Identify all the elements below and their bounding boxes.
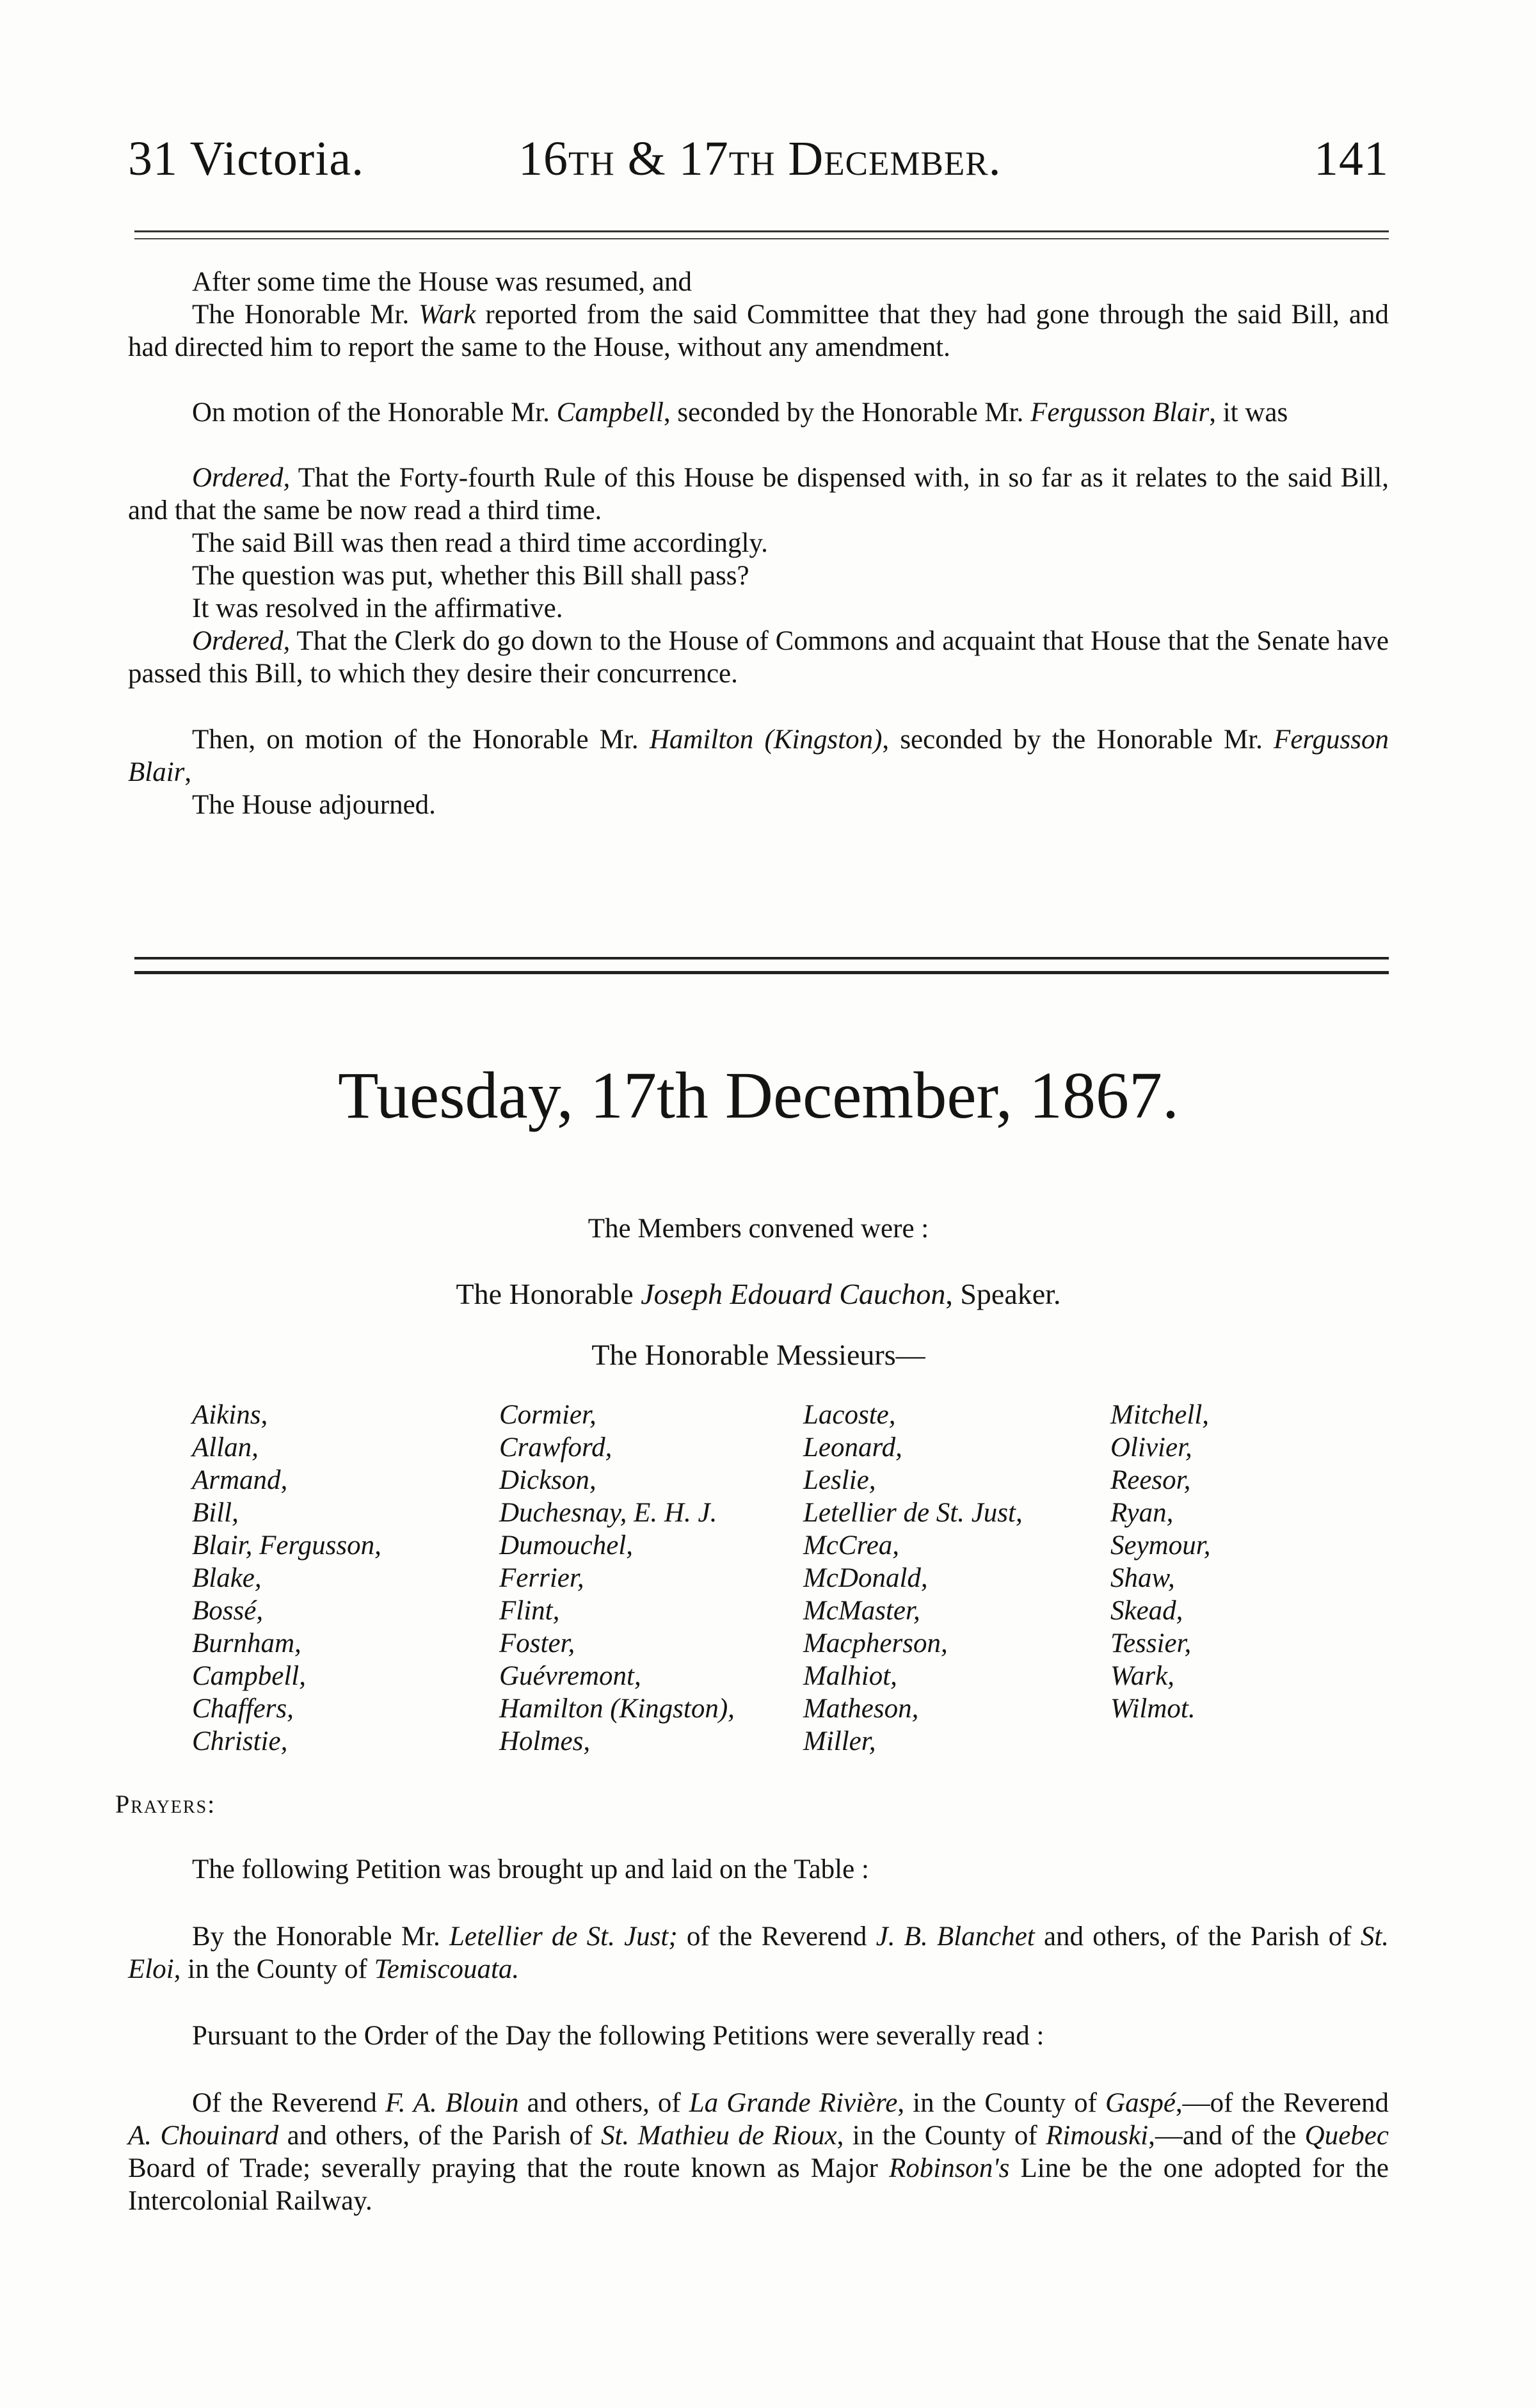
para-text: On motion of the Honorable Mr. — [192, 397, 557, 428]
member-name: Miller, — [803, 1726, 876, 1756]
member-name: Lacoste, — [803, 1400, 896, 1430]
member-name: McMaster, — [803, 1596, 920, 1626]
header-dates-text: 16th & 17th December. — [518, 132, 1002, 186]
para-text: Board of Trade; severally praying that the route known as Major — [128, 2153, 889, 2183]
para-house-resumed: After some time the House was resumed, and — [192, 267, 692, 297]
member-name: Tessier, — [1110, 1628, 1192, 1658]
member-name: Bill, — [192, 1498, 239, 1528]
member-name: Allan, — [192, 1433, 259, 1463]
member-name: Olivier, — [1110, 1433, 1192, 1463]
para-motion — [128, 396, 1389, 429]
para-text: of the Reverend — [677, 1922, 876, 1952]
header-session: 31 Victoria. — [128, 132, 365, 186]
para-text: That the Forty-fourth Rule of this House be dispensed with, in so far as it relates to the said Bill, and that the same be now read a third time. — [128, 463, 1389, 526]
parish-name: St. Mathieu de Rioux — [600, 2121, 837, 2151]
para-text: , in the County of — [836, 2121, 1046, 2151]
person-name: Robinson's — [888, 2153, 1010, 2183]
member-name: Letellier de St. Just; — [449, 1922, 678, 1952]
member-name: Ryan, — [1110, 1498, 1174, 1528]
messieurs-heading: The Honorable Messieurs— — [591, 1338, 925, 1371]
prayers-text: Prayers: — [115, 1790, 216, 1818]
para-text: and others, of — [518, 2088, 689, 2118]
member-name: Bossé, — [192, 1596, 264, 1626]
members-column-2 — [499, 1399, 735, 1758]
para-petitions-read — [128, 2087, 1389, 2217]
ordered-label: Ordered, — [192, 626, 291, 656]
member-name: Letellier de St. Just, — [803, 1498, 1023, 1528]
day-title: Tuesday, 17th December, 1867. — [338, 1059, 1179, 1132]
para-text: Of the Reverend — [192, 2088, 385, 2118]
county-name: Temiscouata. — [374, 1954, 520, 1984]
member-name: Ferrier, — [499, 1563, 584, 1593]
member-name: Wilmot. — [1110, 1694, 1196, 1724]
member-name: Dickson, — [499, 1465, 596, 1495]
para-petition — [128, 1920, 1389, 1986]
member-constituency: (Kingston) — [764, 725, 883, 755]
member-name: Campbell, — [192, 1661, 306, 1691]
member-name: Mitchell, — [1110, 1400, 1210, 1430]
para-text: Then, on motion of the Honorable Mr. — [192, 725, 650, 755]
member-name: Dumouchel, — [499, 1530, 633, 1561]
para-text: Line be the one adopted for the Intercolonial Railway. — [128, 2153, 1389, 2216]
para-pursuant: Pursuant to the Order of the Day the following Petitions were severally read : — [192, 2021, 1044, 2051]
speaker-post: , Speaker. — [945, 1278, 1061, 1310]
para-text: The Honorable Mr. — [192, 300, 419, 330]
header-rule — [134, 230, 1389, 239]
member-name: Aikins, — [192, 1400, 268, 1430]
para-third-reading: The said Bill was then read a third time accordingly. — [192, 528, 768, 558]
speaker-name: Joseph Edouard Cauchon — [641, 1278, 946, 1310]
parish-name: St. Eloi, — [128, 1922, 1389, 1984]
para-petition-intro: The following Petition was brought up and laid on the Table : — [192, 1854, 869, 1884]
para-text: By the Honorable Mr. — [192, 1922, 449, 1952]
para-text: That the Clerk do go down to the House of Commons and acquaint that House that the Senate have passed this Bill, to which they desire their concurrence. — [128, 626, 1389, 689]
speaker-line — [128, 1277, 1389, 1311]
para-text: , it was — [1209, 397, 1288, 428]
member-name: Hamilton — [649, 725, 754, 755]
members-column-1 — [192, 1399, 381, 1758]
para-text: and others, of the Parish of — [278, 2121, 601, 2151]
para-text: , seconded by the Honorable Mr. — [882, 725, 1274, 755]
section-divider — [134, 957, 1389, 974]
para-ordered-rule — [128, 462, 1389, 527]
para-adjourn-motion — [128, 723, 1389, 789]
member-name: Wark — [419, 300, 476, 330]
member-name: Crawford, — [499, 1433, 612, 1463]
member-name: Armand, — [192, 1465, 288, 1495]
place-name: La Grande Rivière — [689, 2088, 898, 2118]
member-name: McDonald, — [803, 1563, 928, 1593]
member-name: Matheson, — [803, 1694, 919, 1724]
member-name: Leonard, — [803, 1433, 902, 1463]
member-name: Cormier, — [499, 1400, 596, 1430]
petitioner-name: J. B. Blanchet — [876, 1922, 1035, 1952]
county-name: Rimouski — [1046, 2121, 1149, 2151]
para-text: reported from the said Committee that they had gone through the said Bill, and had directed him to report the same to the House, without any amendment. — [128, 300, 1389, 362]
page-number: 141 — [1314, 132, 1389, 186]
member-name: Holmes, — [499, 1726, 591, 1756]
petitioner-name: F. A. Blouin — [385, 2088, 519, 2118]
member-name: Blake, — [192, 1563, 262, 1593]
member-name: Macpherson, — [803, 1628, 948, 1658]
para-text: , — [184, 757, 192, 787]
member-name: Guévremont, — [499, 1661, 641, 1691]
member-name: Seymour, — [1110, 1530, 1211, 1561]
member-name: Blair, Fergusson, — [192, 1530, 381, 1561]
para-text: ,—and of the — [1148, 2121, 1305, 2151]
member-name: Duchesnay, E. H. J. — [499, 1498, 717, 1528]
para-text: , in the County of — [897, 2088, 1106, 2118]
para-committee-report — [128, 298, 1389, 364]
prayers-heading — [115, 1789, 216, 1819]
members-column-4 — [1110, 1399, 1210, 1725]
speaker-pre: The Honorable — [456, 1278, 641, 1310]
para-question: The question was put, whether this Bill shall pass? — [192, 561, 749, 591]
para-text: , seconded by the Honorable Mr. — [663, 397, 1031, 428]
member-name: Fergusson Blair — [128, 725, 1389, 787]
member-name: Flint, — [499, 1596, 560, 1626]
para-text: ,—of the Reverend — [1175, 2088, 1389, 2118]
member-name: Malhiot, — [803, 1661, 897, 1691]
member-name: Hamilton (Kingston), — [499, 1694, 735, 1724]
para-ordered-clerk — [128, 625, 1389, 690]
members-column-3 — [803, 1399, 1023, 1758]
para-resolved: It was resolved in the affirmative. — [192, 593, 563, 623]
para-text: and others, of the Parish of — [1034, 1922, 1361, 1952]
member-name: McCrea, — [803, 1530, 900, 1561]
member-name: Chaffers, — [192, 1694, 294, 1724]
members-intro: The Members convened were : — [588, 1214, 929, 1244]
member-name: Reesor, — [1110, 1465, 1191, 1495]
member-name: Shaw, — [1110, 1563, 1175, 1593]
member-name: Skead, — [1110, 1596, 1183, 1626]
member-name: Campbell — [556, 397, 664, 428]
member-name: Wark, — [1110, 1661, 1174, 1691]
member-name: Foster, — [499, 1628, 575, 1658]
petitioner-name: A. Chouinard — [128, 2121, 279, 2151]
para-text: in the County of — [180, 1954, 374, 1984]
member-name: Fergusson Blair — [1030, 397, 1210, 428]
ordered-label: Ordered, — [192, 463, 291, 493]
member-name: Burnham, — [192, 1628, 301, 1658]
header-dates — [518, 132, 1002, 186]
member-name: Leslie, — [803, 1465, 876, 1495]
para-adjourned: The House adjourned. — [192, 790, 436, 820]
county-name: Gaspé — [1105, 2088, 1176, 2118]
city-name: Quebec — [1304, 2121, 1389, 2151]
member-name: Christie, — [192, 1726, 288, 1756]
